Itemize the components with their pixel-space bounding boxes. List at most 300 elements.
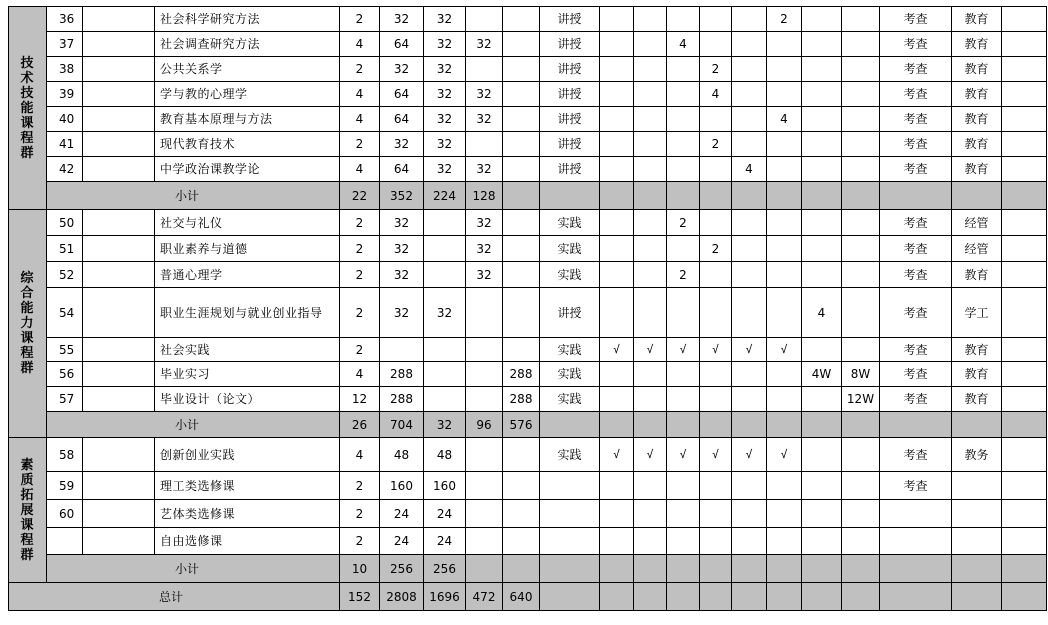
- theory-hours: 160: [424, 472, 466, 500]
- semester-hours: [634, 500, 667, 528]
- semester-hours: [842, 236, 880, 262]
- semester-hours: [634, 132, 667, 157]
- department: 学工: [952, 288, 1002, 338]
- remarks: [1002, 236, 1047, 262]
- course-code: [83, 57, 155, 82]
- teaching-method: 讲授: [540, 288, 600, 338]
- theory-hours: 32: [424, 132, 466, 157]
- subtotal-empty: [700, 182, 732, 210]
- semester-hours: [700, 32, 732, 57]
- credits: 12: [340, 387, 380, 412]
- semester-hours: [634, 472, 667, 500]
- department: [952, 528, 1002, 555]
- subtotal-empty: [952, 555, 1002, 583]
- credits: 2: [340, 288, 380, 338]
- theory-hours: [424, 210, 466, 236]
- credits: 2: [340, 236, 380, 262]
- course-name: 社会科学研究方法: [155, 7, 340, 32]
- course-number: 50: [47, 210, 83, 236]
- semester-hours: [600, 210, 634, 236]
- practice-hours: [466, 57, 503, 82]
- semester-hours: [802, 500, 842, 528]
- credits: 2: [340, 338, 380, 362]
- course-name: 艺体类选修课: [155, 500, 340, 528]
- course-name: 自由选修课: [155, 528, 340, 555]
- theory-hours: 32: [424, 57, 466, 82]
- theory-hours: [424, 262, 466, 288]
- semester-hours: [842, 528, 880, 555]
- semester-hours: [700, 387, 732, 412]
- theory-hours: [424, 362, 466, 387]
- semester-hours: [667, 500, 700, 528]
- course-code: [83, 288, 155, 338]
- department: [952, 472, 1002, 500]
- other-hours: [503, 57, 540, 82]
- semester-hours: [667, 528, 700, 555]
- semester-hours: [732, 472, 767, 500]
- course-number: 42: [47, 157, 83, 182]
- subtotal-hours: 352: [380, 182, 424, 210]
- subtotal-empty: [540, 555, 600, 583]
- total-hours: 64: [380, 157, 424, 182]
- practice-hours: 32: [466, 210, 503, 236]
- remarks: [1002, 438, 1047, 472]
- semester-hours: [767, 210, 802, 236]
- subtotal-empty: [540, 182, 600, 210]
- practice-hours: 32: [466, 82, 503, 107]
- semester-hours: [700, 528, 732, 555]
- remarks: [1002, 210, 1047, 236]
- semester-hours: [667, 82, 700, 107]
- semester-hours: √: [767, 338, 802, 362]
- semester-hours: [700, 262, 732, 288]
- course-row: [9, 472, 1047, 500]
- course-number: 56: [47, 362, 83, 387]
- teaching-method: 实践: [540, 210, 600, 236]
- course-number: 36: [47, 7, 83, 32]
- semester-hours: [667, 157, 700, 182]
- assessment-type: [880, 500, 952, 528]
- semester-hours: [802, 210, 842, 236]
- semester-hours: [767, 132, 802, 157]
- subtotal-empty: [880, 182, 952, 210]
- subtotal-empty: [700, 412, 732, 438]
- semester-hours: √: [667, 338, 700, 362]
- practice-hours: [466, 132, 503, 157]
- subtotal-empty: [600, 555, 634, 583]
- total-hours: 24: [380, 500, 424, 528]
- semester-hours: [600, 362, 634, 387]
- semester-hours: [802, 387, 842, 412]
- total-other: 640: [503, 583, 540, 611]
- total-hours: 32: [380, 132, 424, 157]
- other-hours: [503, 262, 540, 288]
- total-empty: [732, 583, 767, 611]
- assessment-type: 考查: [880, 157, 952, 182]
- assessment-type: 考查: [880, 288, 952, 338]
- theory-hours: 48: [424, 438, 466, 472]
- semester-hours: [767, 236, 802, 262]
- assessment-type: 考查: [880, 32, 952, 57]
- subtotal-practice: [466, 555, 503, 583]
- semester-hours: [732, 362, 767, 387]
- semester-hours: 4: [767, 107, 802, 132]
- course-number: 51: [47, 236, 83, 262]
- theory-hours: 32: [424, 288, 466, 338]
- course-row: [9, 82, 1047, 107]
- remarks: [1002, 7, 1047, 32]
- teaching-method: 讲授: [540, 157, 600, 182]
- semester-hours: [802, 438, 842, 472]
- total-practice: 472: [466, 583, 503, 611]
- assessment-type: 考查: [880, 438, 952, 472]
- semester-hours: [732, 7, 767, 32]
- course-name: 学与教的心理学: [155, 82, 340, 107]
- subtotal-empty: [700, 555, 732, 583]
- total-hours: 64: [380, 107, 424, 132]
- semester-hours: [732, 57, 767, 82]
- course-code: [83, 236, 155, 262]
- semester-hours: [700, 210, 732, 236]
- semester-hours: [802, 236, 842, 262]
- semester-hours: [600, 7, 634, 32]
- department: 教育: [952, 157, 1002, 182]
- subtotal-empty: [600, 412, 634, 438]
- subtotal-row: [9, 555, 1047, 583]
- semester-hours: [634, 362, 667, 387]
- total-hours: 24: [380, 528, 424, 555]
- total-hours: 48: [380, 438, 424, 472]
- credits: 2: [340, 472, 380, 500]
- other-hours: [503, 500, 540, 528]
- subtotal-label: 小计: [47, 412, 340, 438]
- course-name: 社会调查研究方法: [155, 32, 340, 57]
- other-hours: [503, 288, 540, 338]
- teaching-method: 实践: [540, 387, 600, 412]
- teaching-method: 讲授: [540, 32, 600, 57]
- semester-hours: [767, 57, 802, 82]
- semester-hours: [600, 528, 634, 555]
- teaching-method: 讲授: [540, 132, 600, 157]
- theory-hours: 24: [424, 528, 466, 555]
- semester-hours: [802, 132, 842, 157]
- course-row: [9, 157, 1047, 182]
- semester-hours: [600, 132, 634, 157]
- course-plan-table: [8, 6, 1047, 611]
- course-row: [9, 57, 1047, 82]
- subtotal-hours: 256: [380, 555, 424, 583]
- semester-hours: [600, 236, 634, 262]
- credits: 2: [340, 57, 380, 82]
- assessment-type: 考查: [880, 82, 952, 107]
- assessment-type: 考查: [880, 262, 952, 288]
- semester-hours: [667, 57, 700, 82]
- department: 教育: [952, 387, 1002, 412]
- semester-hours: [732, 288, 767, 338]
- department: 经管: [952, 236, 1002, 262]
- semester-hours: [842, 132, 880, 157]
- remarks: [1002, 362, 1047, 387]
- course-name: 教育基本原理与方法: [155, 107, 340, 132]
- semester-hours: √: [667, 438, 700, 472]
- semester-hours: 2: [700, 57, 732, 82]
- semester-hours: [600, 262, 634, 288]
- remarks: [1002, 82, 1047, 107]
- other-hours: [503, 472, 540, 500]
- practice-hours: [466, 500, 503, 528]
- total-empty: [600, 583, 634, 611]
- remarks: [1002, 132, 1047, 157]
- teaching-method: [540, 500, 600, 528]
- remarks: [1002, 107, 1047, 132]
- course-code: [83, 528, 155, 555]
- course-code: [83, 32, 155, 57]
- subtotal-empty: [880, 412, 952, 438]
- course-number: 41: [47, 132, 83, 157]
- teaching-method: 实践: [540, 236, 600, 262]
- semester-hours: [802, 338, 842, 362]
- course-number: 40: [47, 107, 83, 132]
- semester-hours: [842, 338, 880, 362]
- subtotal-label: 小计: [47, 182, 340, 210]
- semester-hours: [767, 387, 802, 412]
- course-code: [83, 338, 155, 362]
- remarks: [1002, 472, 1047, 500]
- practice-hours: [466, 472, 503, 500]
- department: 教育: [952, 107, 1002, 132]
- remarks: [1002, 387, 1047, 412]
- course-code: [83, 157, 155, 182]
- course-row: [9, 132, 1047, 157]
- credits: 4: [340, 107, 380, 132]
- subtotal-empty: [842, 182, 880, 210]
- semester-hours: [767, 157, 802, 182]
- semester-hours: [634, 528, 667, 555]
- semester-hours: [700, 107, 732, 132]
- assessment-type: 考查: [880, 57, 952, 82]
- theory-hours: 32: [424, 107, 466, 132]
- course-code: [83, 132, 155, 157]
- semester-hours: [634, 107, 667, 132]
- total-empty: [634, 583, 667, 611]
- course-code: [83, 210, 155, 236]
- semester-hours: [732, 132, 767, 157]
- semester-hours: [802, 107, 842, 132]
- course-code: [83, 107, 155, 132]
- total-hours: 32: [380, 236, 424, 262]
- semester-hours: √: [600, 438, 634, 472]
- semester-hours: 2: [667, 262, 700, 288]
- course-name: 公共关系学: [155, 57, 340, 82]
- subtotal-empty: [952, 412, 1002, 438]
- teaching-method: 讲授: [540, 82, 600, 107]
- other-hours: [503, 32, 540, 57]
- subtotal-empty: [732, 412, 767, 438]
- semester-hours: [842, 210, 880, 236]
- course-row: [9, 438, 1047, 472]
- remarks: [1002, 338, 1047, 362]
- semester-hours: [842, 32, 880, 57]
- semester-hours: [600, 157, 634, 182]
- total-credits: 152: [340, 583, 380, 611]
- semester-hours: 4: [667, 32, 700, 57]
- course-number: [47, 528, 83, 555]
- department: 教务: [952, 438, 1002, 472]
- assessment-type: 考查: [880, 132, 952, 157]
- practice-hours: [466, 362, 503, 387]
- remarks: [1002, 528, 1047, 555]
- course-row: [9, 288, 1047, 338]
- other-hours: 288: [503, 362, 540, 387]
- semester-hours: [767, 32, 802, 57]
- teaching-method: 实践: [540, 338, 600, 362]
- course-row: [9, 210, 1047, 236]
- practice-hours: 32: [466, 236, 503, 262]
- semester-hours: [732, 107, 767, 132]
- practice-hours: 32: [466, 32, 503, 57]
- course-code: [83, 7, 155, 32]
- theory-hours: 24: [424, 500, 466, 528]
- subtotal-row: [9, 182, 1047, 210]
- semester-hours: 4W: [802, 362, 842, 387]
- subtotal-empty: [732, 555, 767, 583]
- subtotal-empty: [802, 182, 842, 210]
- semester-hours: 4: [700, 82, 732, 107]
- practice-hours: [466, 288, 503, 338]
- course-number: 37: [47, 32, 83, 57]
- course-name: 毕业实习: [155, 362, 340, 387]
- total-hours: [380, 338, 424, 362]
- department: 教育: [952, 362, 1002, 387]
- course-name: 创新创业实践: [155, 438, 340, 472]
- semester-hours: [600, 288, 634, 338]
- course-code: [83, 362, 155, 387]
- practice-hours: [466, 338, 503, 362]
- semester-hours: [600, 32, 634, 57]
- semester-hours: [732, 500, 767, 528]
- assessment-type: 考查: [880, 472, 952, 500]
- total-empty: [667, 583, 700, 611]
- teaching-method: 实践: [540, 362, 600, 387]
- course-code: [83, 387, 155, 412]
- assessment-type: 考查: [880, 236, 952, 262]
- subtotal-hours: 704: [380, 412, 424, 438]
- semester-hours: [842, 438, 880, 472]
- semester-hours: [732, 387, 767, 412]
- course-number: 52: [47, 262, 83, 288]
- department: 经管: [952, 210, 1002, 236]
- remarks: [1002, 32, 1047, 57]
- course-name: 中学政治课教学论: [155, 157, 340, 182]
- semester-hours: [802, 262, 842, 288]
- assessment-type: 考查: [880, 338, 952, 362]
- semester-hours: [634, 387, 667, 412]
- course-row: [9, 387, 1047, 412]
- semester-hours: [842, 82, 880, 107]
- theory-hours: 32: [424, 82, 466, 107]
- subtotal-other: [503, 555, 540, 583]
- teaching-method: [540, 472, 600, 500]
- total-empty: [700, 583, 732, 611]
- course-name: 普通心理学: [155, 262, 340, 288]
- assessment-type: 考查: [880, 107, 952, 132]
- subtotal-empty: [1002, 182, 1047, 210]
- theory-hours: [424, 236, 466, 262]
- remarks: [1002, 57, 1047, 82]
- other-hours: [503, 82, 540, 107]
- other-hours: [503, 338, 540, 362]
- semester-hours: [700, 472, 732, 500]
- semester-hours: √: [732, 338, 767, 362]
- semester-hours: 2: [667, 210, 700, 236]
- semester-hours: [667, 132, 700, 157]
- subtotal-empty: [880, 555, 952, 583]
- subtotal-empty: [767, 555, 802, 583]
- total-empty: [802, 583, 842, 611]
- total-hours: 32: [380, 210, 424, 236]
- semester-hours: [667, 362, 700, 387]
- theory-hours: 32: [424, 157, 466, 182]
- course-row: [9, 32, 1047, 57]
- total-hours: 288: [380, 362, 424, 387]
- total-hours: 160: [380, 472, 424, 500]
- practice-hours: [466, 7, 503, 32]
- semester-hours: [732, 210, 767, 236]
- subtotal-empty: [634, 555, 667, 583]
- department: [952, 500, 1002, 528]
- course-row: [9, 528, 1047, 555]
- subtotal-theory: 256: [424, 555, 466, 583]
- semester-hours: [802, 7, 842, 32]
- course-group-label: 综合能力课程群: [9, 210, 47, 438]
- theory-hours: [424, 387, 466, 412]
- department: 教育: [952, 57, 1002, 82]
- department: 教育: [952, 262, 1002, 288]
- teaching-method: 实践: [540, 438, 600, 472]
- course-row: [9, 107, 1047, 132]
- total-hours: 288: [380, 387, 424, 412]
- other-hours: [503, 107, 540, 132]
- semester-hours: 2: [700, 132, 732, 157]
- other-hours: 288: [503, 387, 540, 412]
- semester-hours: [700, 500, 732, 528]
- semester-hours: 2: [767, 7, 802, 32]
- semester-hours: [667, 236, 700, 262]
- semester-hours: [700, 288, 732, 338]
- subtotal-empty: [600, 182, 634, 210]
- subtotal-empty: [1002, 412, 1047, 438]
- course-name: 职业素养与道德: [155, 236, 340, 262]
- credits: 2: [340, 500, 380, 528]
- semester-hours: [732, 236, 767, 262]
- semester-hours: [667, 472, 700, 500]
- semester-hours: [667, 107, 700, 132]
- department: 教育: [952, 132, 1002, 157]
- semester-hours: [700, 7, 732, 32]
- semester-hours: [842, 262, 880, 288]
- credits: 2: [340, 528, 380, 555]
- assessment-type: 考查: [880, 210, 952, 236]
- course-row: [9, 236, 1047, 262]
- assessment-type: 考查: [880, 362, 952, 387]
- subtotal-empty: [634, 412, 667, 438]
- subtotal-empty: [540, 412, 600, 438]
- semester-hours: [634, 210, 667, 236]
- subtotal-practice: 128: [466, 182, 503, 210]
- course-number: 39: [47, 82, 83, 107]
- semester-hours: [842, 107, 880, 132]
- semester-hours: [732, 82, 767, 107]
